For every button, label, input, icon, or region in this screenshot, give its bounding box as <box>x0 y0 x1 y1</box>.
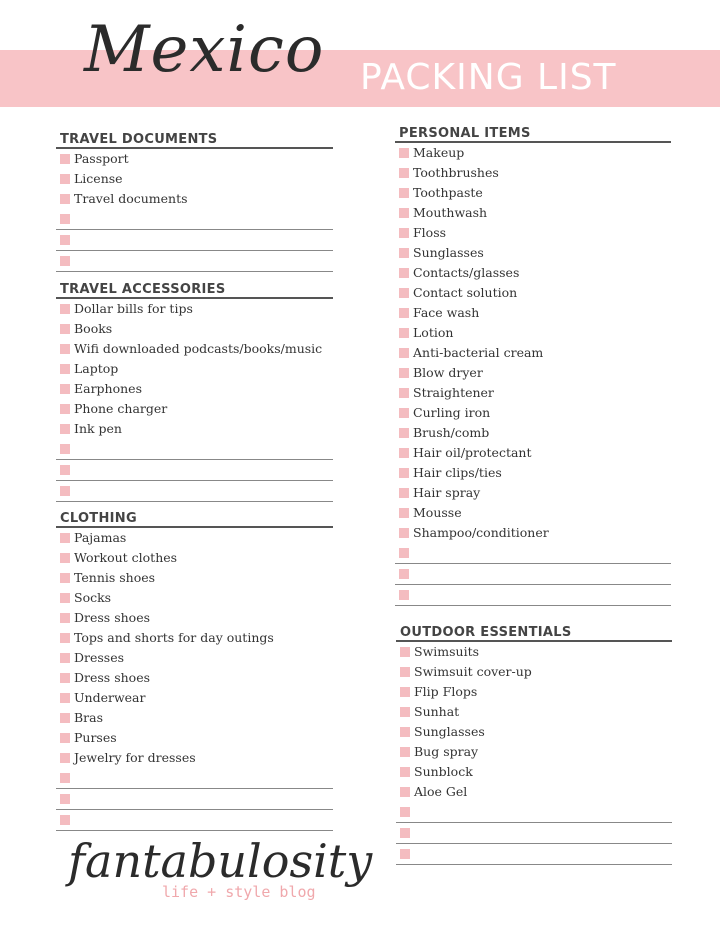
checklist-row <box>396 844 672 865</box>
checkbox-square[interactable] <box>60 194 70 204</box>
checklist-row <box>396 802 672 823</box>
checkbox-square[interactable] <box>399 248 409 258</box>
checklist-row <box>395 543 671 564</box>
checkbox-square[interactable] <box>399 328 409 338</box>
checkbox-square[interactable] <box>399 288 409 298</box>
item-label: Mousse <box>413 505 462 520</box>
checklist-row <box>56 460 333 481</box>
checkbox-square[interactable] <box>399 148 409 158</box>
item-label: Toothbrushes <box>413 165 499 180</box>
checkbox-square[interactable] <box>60 214 70 224</box>
item-label: Sunglasses <box>413 245 484 260</box>
item-label: Tops and shorts for day outings <box>74 630 274 645</box>
checklist-row <box>56 251 333 272</box>
checklist-row <box>56 568 333 588</box>
checklist-row <box>56 768 333 789</box>
item-label: Makeup <box>413 145 465 160</box>
checkbox-square[interactable] <box>400 687 410 697</box>
checklist-row <box>56 419 333 439</box>
section-title: CLOTHING <box>56 511 333 528</box>
checkbox-square[interactable] <box>399 488 409 498</box>
checkbox-square[interactable] <box>60 794 70 804</box>
item-label: Pajamas <box>74 530 127 545</box>
checklist-row <box>396 782 672 802</box>
checkbox-square[interactable] <box>399 308 409 318</box>
checkbox-square[interactable] <box>400 727 410 737</box>
checklist-row <box>395 283 671 303</box>
checkbox-square[interactable] <box>60 733 70 743</box>
checkbox-square[interactable] <box>399 368 409 378</box>
checkbox-square[interactable] <box>60 154 70 164</box>
item-label: Ink pen <box>74 421 122 436</box>
checkbox-square[interactable] <box>399 168 409 178</box>
item-label: Laptop <box>74 361 119 376</box>
checklist-row <box>56 748 333 768</box>
checkbox-square[interactable] <box>60 673 70 683</box>
item-label: Sunglasses <box>414 724 485 739</box>
checkbox-square[interactable] <box>60 174 70 184</box>
checkbox-square[interactable] <box>60 613 70 623</box>
checklist-row <box>56 379 333 399</box>
section-clothing <box>56 511 333 831</box>
checklist-row <box>396 682 672 702</box>
checkbox-square[interactable] <box>399 448 409 458</box>
checklist-row <box>56 728 333 748</box>
item-label: License <box>74 171 123 186</box>
checkbox-square[interactable] <box>60 653 70 663</box>
checklist-row <box>56 439 333 460</box>
item-label: Underwear <box>74 690 146 705</box>
checklist-row <box>56 149 333 169</box>
checkbox-square[interactable] <box>60 486 70 496</box>
item-label: Hair oil/protectant <box>413 445 532 460</box>
checkbox-square[interactable] <box>60 713 70 723</box>
checklist-row <box>56 548 333 568</box>
item-label: Tennis shoes <box>74 570 156 585</box>
checkbox-square[interactable] <box>400 807 410 817</box>
checkbox-square[interactable] <box>399 428 409 438</box>
item-label: Phone charger <box>74 401 168 416</box>
checkbox-square[interactable] <box>60 815 70 825</box>
item-label: Passport <box>74 151 129 166</box>
item-label: Hair clips/ties <box>413 465 502 480</box>
checklist-row <box>56 708 333 728</box>
checkbox-square[interactable] <box>399 188 409 198</box>
checkbox-square[interactable] <box>60 404 70 414</box>
checkbox-square[interactable] <box>399 590 409 600</box>
checkbox-square[interactable] <box>60 344 70 354</box>
item-label: Swimsuit cover-up <box>414 664 532 679</box>
script-title: Mexico <box>84 13 325 87</box>
item-label: Aloe Gel <box>414 784 468 799</box>
checklist-row <box>396 823 672 844</box>
checkbox-square[interactable] <box>400 849 410 859</box>
item-label: Dress shoes <box>74 670 151 685</box>
item-label: Bras <box>74 710 104 725</box>
checkbox-square[interactable] <box>60 753 70 763</box>
item-label: Workout clothes <box>74 550 178 565</box>
item-label: Straightener <box>413 385 494 400</box>
checklist-row <box>395 564 671 585</box>
checkbox-square[interactable] <box>400 767 410 777</box>
item-label: Anti-bacterial cream <box>413 345 544 360</box>
checklist-row <box>395 243 671 263</box>
checkbox-square[interactable] <box>60 444 70 454</box>
checkbox-square[interactable] <box>399 348 409 358</box>
checklist-row <box>56 588 333 608</box>
checklist-row <box>395 383 671 403</box>
checklist-row <box>395 483 671 503</box>
checkbox-square[interactable] <box>399 408 409 418</box>
checklist-row <box>396 722 672 742</box>
checkbox-square[interactable] <box>399 208 409 218</box>
item-label: Face wash <box>413 305 480 320</box>
brand-logo: fantabulosity <box>68 834 373 888</box>
checklist-row <box>395 363 671 383</box>
checkbox-square[interactable] <box>60 533 70 543</box>
checkbox-square[interactable] <box>60 633 70 643</box>
checklist-row <box>395 443 671 463</box>
checklist-row <box>56 209 333 230</box>
checkbox-square[interactable] <box>400 747 410 757</box>
checkbox-square[interactable] <box>399 528 409 538</box>
checklist-row <box>56 648 333 668</box>
section-title: TRAVEL ACCESSORIES <box>56 282 333 299</box>
item-label: Wifi downloaded podcasts/books/music <box>74 341 323 356</box>
item-label: Hair spray <box>413 485 481 500</box>
checkbox-square[interactable] <box>400 647 410 657</box>
checkbox-square[interactable] <box>60 693 70 703</box>
checklist-row <box>395 503 671 523</box>
checklist-row <box>395 203 671 223</box>
item-label: Socks <box>74 590 112 605</box>
checklist-row <box>396 762 672 782</box>
checkbox-square[interactable] <box>60 424 70 434</box>
item-label: Dress shoes <box>74 610 151 625</box>
item-label: Contact solution <box>413 285 518 300</box>
checkbox-square[interactable] <box>399 228 409 238</box>
checkbox-square[interactable] <box>400 707 410 717</box>
item-label: Purses <box>74 730 117 745</box>
checklist-row <box>56 299 333 319</box>
checkbox-square[interactable] <box>60 573 70 583</box>
item-label: Lotion <box>413 325 454 340</box>
section-outdoor-essentials <box>396 625 672 865</box>
checkbox-square[interactable] <box>400 667 410 677</box>
item-label: Jewelry for dresses <box>74 750 196 765</box>
checklist-row <box>56 528 333 548</box>
item-label: Flip Flops <box>414 684 478 699</box>
item-label: Sunblock <box>414 764 473 779</box>
item-label: Swimsuits <box>414 644 480 659</box>
checkbox-square[interactable] <box>60 593 70 603</box>
checklist-row <box>395 423 671 443</box>
section-travel-accessories <box>56 282 333 502</box>
checklist-row <box>56 810 333 831</box>
checklist-row <box>395 223 671 243</box>
checkbox-square[interactable] <box>400 828 410 838</box>
item-label: Mouthwash <box>413 205 488 220</box>
item-label: Dresses <box>74 650 125 665</box>
item-label: Bug spray <box>414 744 479 759</box>
checklist-row <box>395 143 671 163</box>
checkbox-square[interactable] <box>60 553 70 563</box>
item-label: Sunhat <box>414 704 460 719</box>
checkbox-square[interactable] <box>60 384 70 394</box>
checklist-row <box>56 608 333 628</box>
checklist-row <box>395 523 671 543</box>
checkbox-square[interactable] <box>60 235 70 245</box>
checkbox-square[interactable] <box>60 324 70 334</box>
checkbox-square[interactable] <box>60 364 70 374</box>
checklist-row <box>56 481 333 502</box>
checkbox-square[interactable] <box>399 508 409 518</box>
checklist-row <box>56 189 333 209</box>
packing-list-title: PACKING LIST <box>360 57 617 98</box>
item-label: Dollar bills for tips <box>74 301 193 316</box>
checkbox-square[interactable] <box>400 787 410 797</box>
item-label: Books <box>74 321 113 336</box>
item-label: Toothpaste <box>413 185 483 200</box>
checkbox-square[interactable] <box>399 468 409 478</box>
checklist-row <box>396 642 672 662</box>
checklist-row <box>396 662 672 682</box>
item-label: Earphones <box>74 381 142 396</box>
checklist-row <box>56 319 333 339</box>
item-label: Blow dryer <box>413 365 483 380</box>
section-personal-items <box>395 126 671 606</box>
checklist-row <box>56 789 333 810</box>
item-label: Shampoo/conditioner <box>413 525 549 540</box>
item-label: Curling iron <box>413 405 491 420</box>
checklist-row <box>396 702 672 722</box>
section-title: TRAVEL DOCUMENTS <box>56 132 333 149</box>
checkbox-square[interactable] <box>399 268 409 278</box>
checkbox-square[interactable] <box>60 465 70 475</box>
checkbox-square[interactable] <box>60 304 70 314</box>
checkbox-square[interactable] <box>60 773 70 783</box>
checklist-row <box>395 403 671 423</box>
checklist-row <box>56 668 333 688</box>
brand-tagline: life + style blog <box>162 883 316 901</box>
checklist-row <box>396 742 672 762</box>
checkbox-square[interactable] <box>60 256 70 266</box>
checklist-row <box>395 323 671 343</box>
item-label: Travel documents <box>74 191 188 206</box>
checklist-row <box>395 263 671 283</box>
checklist-row <box>395 463 671 483</box>
checkbox-square[interactable] <box>399 388 409 398</box>
checklist-row <box>395 585 671 606</box>
checklist-row <box>56 628 333 648</box>
checklist-row <box>56 169 333 189</box>
checklist-row <box>395 343 671 363</box>
item-label: Brush/comb <box>413 425 490 440</box>
checkbox-square[interactable] <box>399 569 409 579</box>
checklist-row <box>395 163 671 183</box>
section-title: OUTDOOR ESSENTIALS <box>396 625 672 642</box>
section-title: PERSONAL ITEMS <box>395 126 671 143</box>
section-travel-documents <box>56 132 333 272</box>
item-label: Floss <box>413 225 447 240</box>
checklist-row <box>56 399 333 419</box>
checklist-row <box>56 230 333 251</box>
item-label: Contacts/glasses <box>413 265 520 280</box>
checklist-row <box>56 688 333 708</box>
checklist-row <box>56 339 333 359</box>
checklist-row <box>56 359 333 379</box>
checklist-row <box>395 183 671 203</box>
checkbox-square[interactable] <box>399 548 409 558</box>
checklist-row <box>395 303 671 323</box>
